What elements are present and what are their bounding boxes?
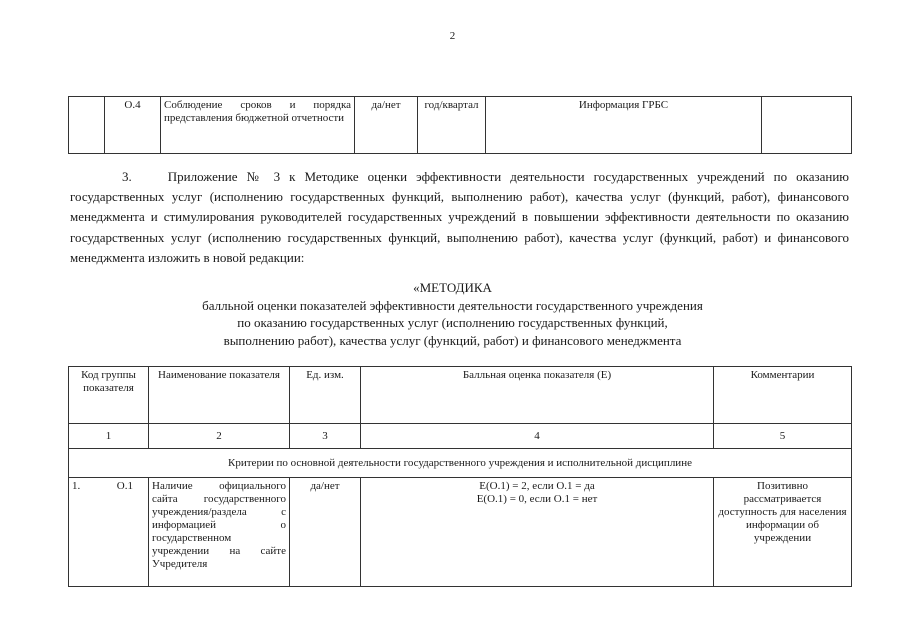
row-name: Наличие официального сайта государственного учреждения/раздела с информацией о государственном учреждении на сайте Учредителя [149,478,290,587]
column-number: 4 [361,424,714,449]
top-table-empty-cell [762,97,852,154]
method-title-line1: «МЕТОДИКА [413,280,492,295]
header-code: Код группы показателя [69,367,149,424]
top-table-unit: да/нет [355,97,418,154]
row-code: О.1 [116,480,133,492]
top-table-code: О.4 [105,97,161,154]
top-table-empty-cell [69,97,105,154]
top-table-name: Соблюдение сроков и порядка представления бюджетной отчетности [161,97,355,154]
top-table-period: год/квартал [418,97,486,154]
main-table-section-row [69,449,852,478]
main-table-number-row [69,424,852,449]
header-score: Балльная оценка показателя (Е) [361,367,714,424]
row-unit: да/нет [290,478,361,587]
paragraph-text: Приложение № 3 к Методике оценки эффективности деятельности государственных учреждений по оказанию государственных услуг (исполнению государственных функций, выполнению работ), качества услуг (функций, работ), финансового менеджмента и стимулирования руководителей государственных учреждений в повышении эффективности деятельности по оказанию государственных услуг (исполнению государственных функций, выполнению работ), качества услуг (функций, работ) и финансового менеджмента изложить в новой редакции: [70,169,849,265]
column-number: 3 [290,424,361,449]
method-title-line3: по оказанию государственных услуг (исполнению государственных функций, [237,315,668,330]
header-unit: Ед. изм. [290,367,361,424]
column-number: 1 [69,424,149,449]
top-table-source: Информация ГРБС [486,97,762,154]
row-score-line2: Е(О.1) = 0, если О.1 = нет [476,493,598,505]
paragraph-3 [70,167,849,268]
row-code-cell [69,478,149,587]
column-number: 5 [714,424,852,449]
main-table [68,366,852,587]
main-table-header-row [69,367,852,424]
top-table [68,96,852,154]
row-comment: Позитивно рассматривается доступность для населения информации об учреждении [714,478,852,587]
column-number: 2 [149,424,290,449]
header-name: Наименование показателя [149,367,290,424]
header-comment: Комментарии [714,367,852,424]
method-title [0,279,905,349]
row-number: 1. [72,480,81,492]
page-number: 2 [449,30,456,42]
table-row [69,478,852,587]
method-title-line2: балльной оценки показателей эффективности деятельности государственного учреждения [202,297,703,313]
method-title-line4: выполнению работ), качества услуг (функций, работ) и финансового менеджмента [223,332,682,348]
row-score-line1: Е(О.1) = 2, если О.1 = да [479,480,595,492]
section-title: Критерии по основной деятельности государственного учреждения и исполнительной дисциплине [69,449,852,478]
paragraph-number: 3. [122,169,132,184]
row-score [361,478,714,587]
